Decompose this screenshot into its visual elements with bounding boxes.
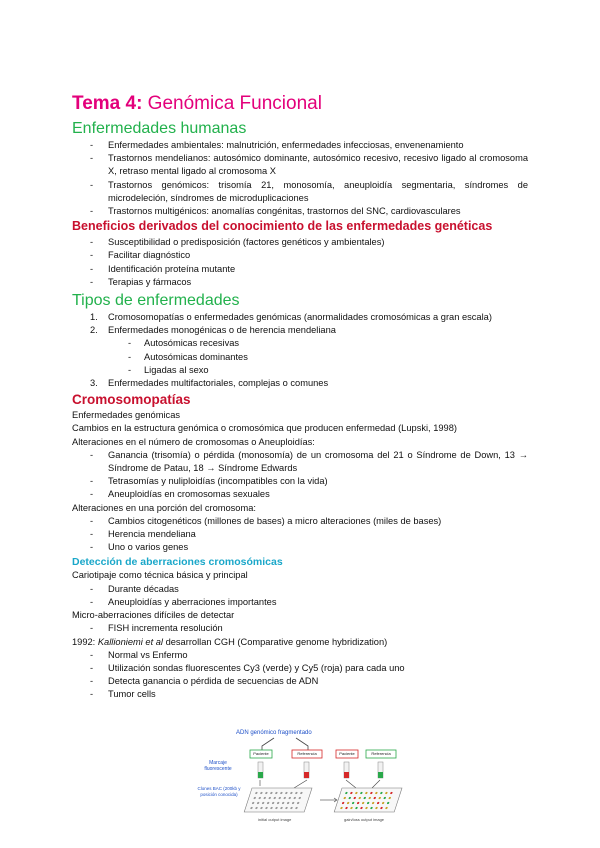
text-line: Alteraciones en una porción del cromosoma:: [72, 502, 256, 513]
text-line: Cariotipaje como técnica básica y principal: [72, 570, 248, 581]
list-item: - Susceptibilidad o predisposición (factores genéticos y ambientales): [72, 236, 528, 249]
figure-caption-left: initial output image: [258, 817, 292, 822]
list-item: - FISH incrementa resolución: [72, 622, 528, 635]
page-title: [72, 93, 528, 115]
list-cgh: [72, 649, 528, 702]
list-item: - Facilitar diagnóstico: [72, 249, 528, 262]
tube-left-2-fill: [304, 772, 309, 778]
heading-beneficios: Beneficios derivados del conocimiento de las enfermedades genéticas: [72, 219, 493, 234]
figure-label-marcaje: Marcaje fluorescente: [204, 760, 232, 772]
list-item: - Identificación proteína mutante: [72, 263, 528, 276]
arrow-left: [260, 780, 307, 788]
list-item: - Cambios citogenéticos (millones de bases) a micro alteraciones (miles de bases): [72, 515, 528, 528]
heading-cromosomopatias: Cromosomopatías: [72, 392, 191, 408]
list-beneficios: [72, 236, 528, 289]
figure-label-clones: Clones BAC (200kb y posición conocida): [197, 786, 241, 797]
list-item: - Uno o varios genes: [72, 541, 528, 554]
list-item: - Ganancia (trisomía) o pérdida (monosomía) de un cromosoma del 21 o Síndrome de Down, 13 → Síndrome de Patau, 18 → Síndrome Edwards: [72, 449, 528, 475]
branch-line: [296, 738, 308, 750]
text-line: Cambios en la estructura genómica o cromosómica que producen enfermedad (Lupski, 1998): [72, 423, 457, 434]
list-item: - Tetrasomías y nuliploidías (incompatibles con la vida): [72, 475, 528, 488]
document-content: [72, 93, 528, 702]
list-item: - Aneuploidías en cromosomas sexuales: [72, 488, 528, 501]
branch-line: [262, 738, 274, 750]
list-item: - Ligadas al sexo: [72, 364, 528, 377]
list-item: - Tumor cells: [72, 688, 528, 701]
cgh-text: desarrollan CGH (Comparative genome hybridization): [162, 636, 388, 647]
list-monogenicas: [72, 337, 528, 377]
text-line: Micro-aberraciones difíciles de detectar: [72, 610, 235, 621]
box-label-paciente-2: Paciente: [339, 751, 355, 756]
figure-top-label: ADN genómico fragmentado: [236, 730, 312, 736]
numbered-item: [72, 377, 528, 390]
item-text: Cromosomopatías o enfermedades genómicas (anormalidades cromosómicas a gran escala): [108, 312, 492, 323]
item-number: 3.: [90, 378, 98, 389]
text-line: Alteraciones en el número de cromosomas o Aneuploidías:: [72, 436, 315, 447]
list-tipos-cont: [72, 377, 528, 390]
text-line: Enfermedades genómicas: [72, 410, 181, 421]
cgh-diagram: [196, 728, 416, 826]
list-item: - Durante décadas: [72, 583, 528, 596]
heading-enfermedades-humanas: Enfermedades humanas: [72, 120, 247, 137]
list-item: - Trastornos mendelianos: autosómico dominante, autosómico recesivo, recesivo ligado al cromosoma X, retraso mental ligado al cromosoma X: [72, 152, 528, 178]
list-tipos: [72, 311, 528, 337]
list-item: - Autosómicas dominantes: [72, 351, 528, 364]
tube-right-2-fill: [378, 772, 383, 778]
list-item: - Detecta ganancia o pérdida de secuencias de ADN: [72, 675, 528, 688]
list-item: - Utilización sondas fluorescentes Cy3 (verde) y Cy5 (roja) para cada uno: [72, 662, 528, 675]
box-label-referencia: Referencia: [297, 751, 317, 756]
item-text: Enfermedades multifactoriales, complejas o comunes: [108, 378, 329, 389]
heading-deteccion: Detección de aberraciones cromosómicas: [72, 556, 283, 569]
title-rest: Genómica Funcional: [142, 93, 322, 114]
figure-caption-right: gain/loss output image: [344, 817, 385, 822]
list-item: - Autosómicas recesivas: [72, 337, 528, 350]
list-item: - Aneuploidías y aberraciones importantes: [72, 596, 528, 609]
list-item: - Terapias y fármacos: [72, 276, 528, 289]
item-text: Enfermedades monogénicas o de herencia mendeliana: [108, 325, 336, 336]
list-item: - Enfermedades ambientales: malnutrición, enfermedades infecciosas, envenenamiento: [72, 139, 528, 152]
list-alteraciones-porcion: [72, 515, 528, 555]
slide-left: [244, 788, 312, 812]
box-label-paciente: Paciente: [253, 751, 269, 756]
list-item: - Trastornos genómicos: trisomía 21, monosomía, aneuploidía segmentaria, síndromes de microdeleción, síndromes de microduplicaciones: [72, 179, 528, 205]
list-item: - Normal vs Enfermo: [72, 649, 528, 662]
list-enfermedades-humanas: [72, 139, 528, 218]
list-item: - Herencia mendeliana: [72, 528, 528, 541]
list-cariotipaje: [72, 583, 528, 609]
heading-tipos-enfermedades: Tipos de enfermedades: [72, 292, 240, 310]
box-label-referencia-2: Referencia: [371, 751, 391, 756]
item-number: 2.: [90, 325, 98, 336]
list-item: - Trastornos multigénicos: anomalías congénitas, trastornos del SNC, cardiovasculares: [72, 205, 528, 218]
year: 1992:: [72, 636, 98, 647]
numbered-item: [72, 324, 528, 337]
authors: Kallioniemi et al: [97, 636, 163, 647]
item-number: 1.: [90, 312, 98, 323]
title-bold: Tema 4:: [72, 93, 143, 114]
cgh-figure: [196, 728, 416, 826]
tube-right-1-fill: [344, 772, 349, 778]
list-aneuploidias: [72, 449, 528, 502]
text-line-cgh: [72, 636, 528, 649]
tube-left-1-fill: [258, 772, 263, 778]
list-fish: [72, 622, 528, 635]
numbered-item: [72, 311, 528, 324]
slide-right: [334, 788, 402, 812]
arrow-right: [346, 780, 380, 788]
